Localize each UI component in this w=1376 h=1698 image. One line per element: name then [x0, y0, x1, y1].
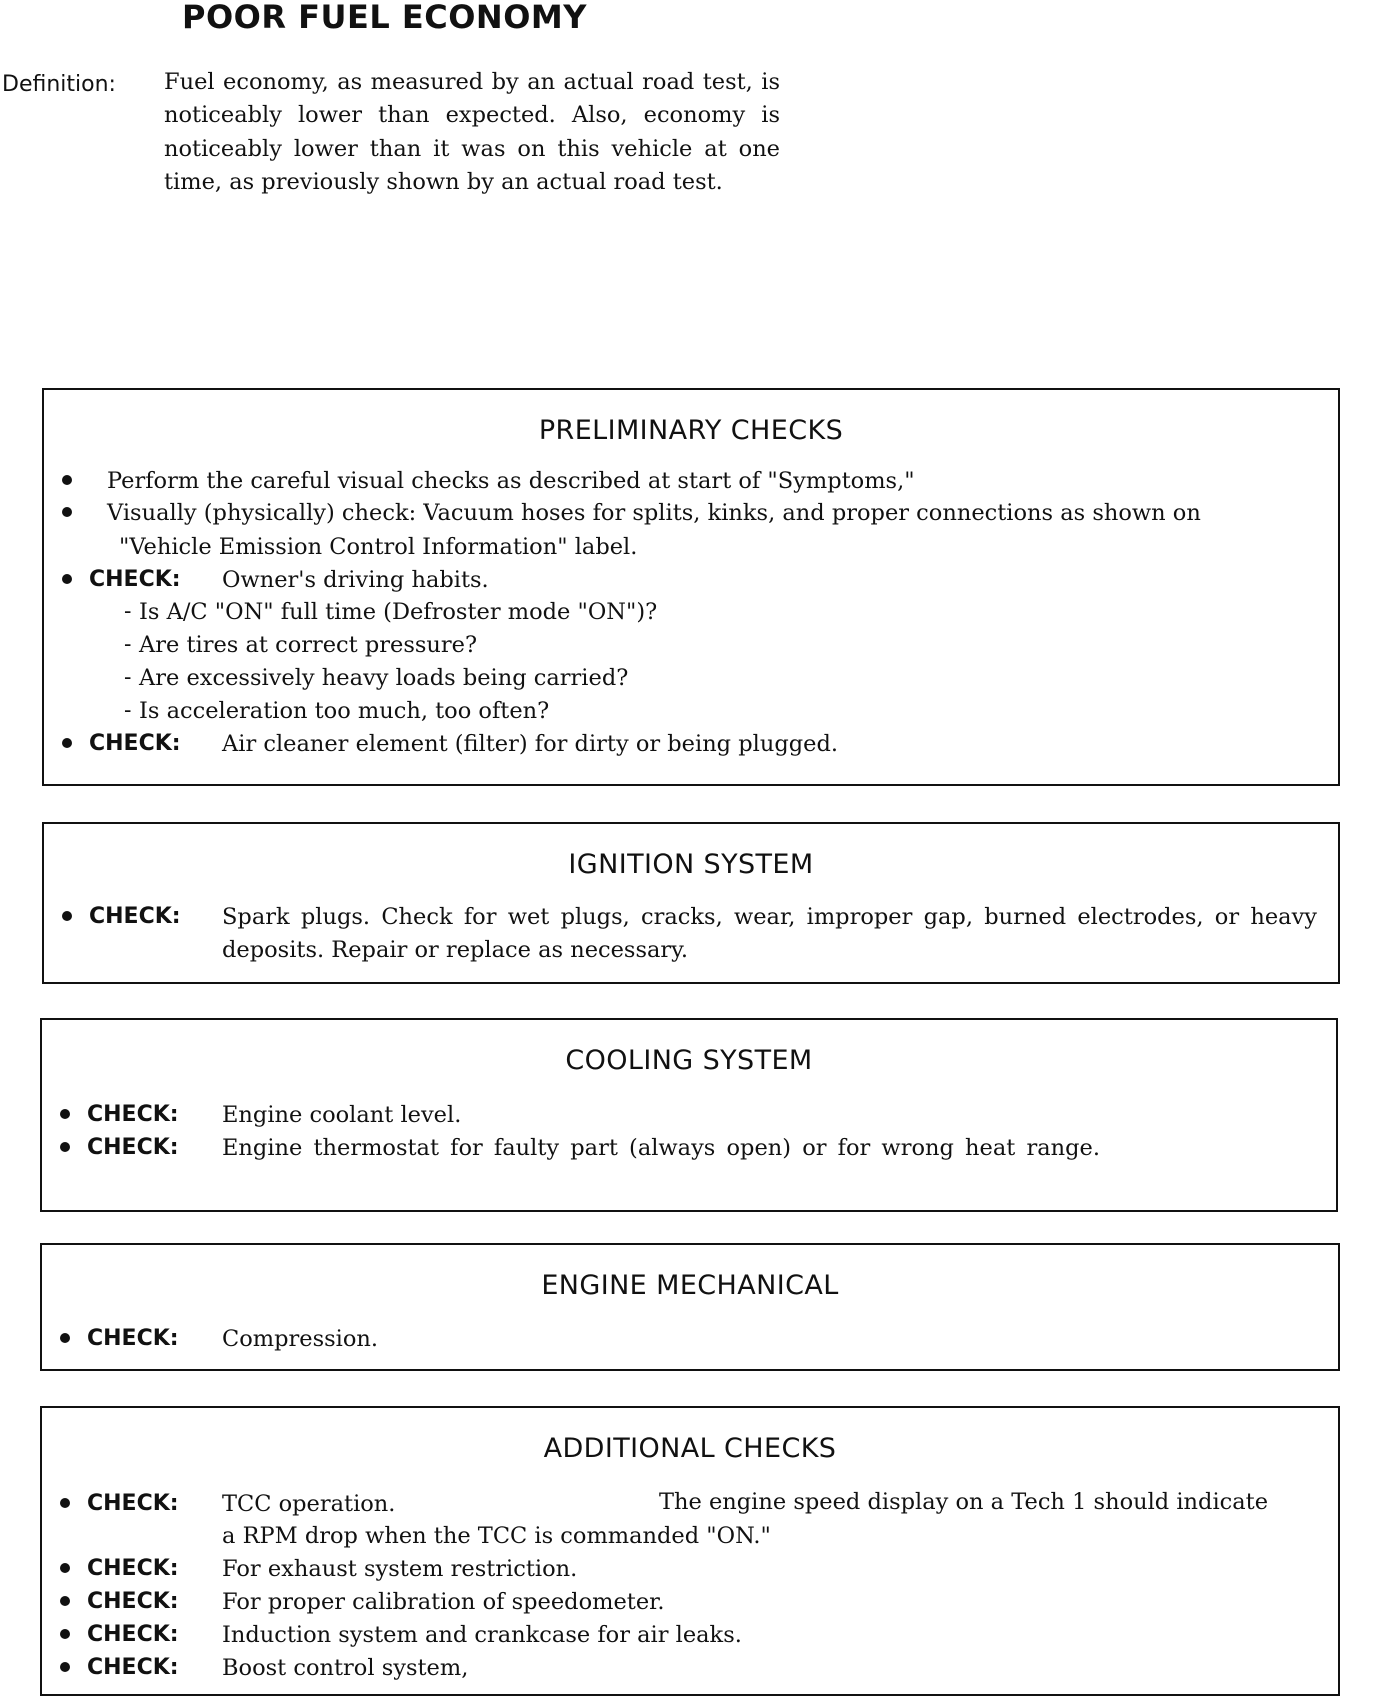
additional-checks-title: ADDITIONAL CHECKS	[543, 1433, 837, 1464]
cooling-system-box	[40, 1018, 1338, 1212]
preliminary-sub-loads: Are excessively heavy loads being carried?	[139, 665, 629, 691]
check-label: CHECK:	[89, 567, 181, 592]
check-label: CHECK:	[87, 1556, 179, 1581]
bullet-icon	[60, 1333, 70, 1343]
bullet-icon	[62, 574, 72, 584]
check-label: CHECK:	[89, 731, 181, 756]
check-label: CHECK:	[87, 1589, 179, 1614]
bullet-icon	[60, 1662, 70, 1672]
definition-text: Fuel economy, as measured by an actual road test, is noticeably lower than expected. Also, economy is noticeably lower than it was on this vehicle at one time, as previously shown by an actual road test.	[164, 69, 780, 196]
additional-item-tcc: TCC operation.	[222, 1491, 396, 1517]
additional-item-exhaust: For exhaust system restriction.	[222, 1556, 578, 1582]
check-label: CHECK:	[87, 1491, 179, 1516]
dash-marker: -	[124, 599, 132, 624]
bullet-icon	[62, 507, 72, 517]
dash-marker: -	[124, 665, 132, 690]
additional-item-induction: Induction system and crankcase for air leaks.	[222, 1622, 742, 1648]
engine-mechanical-box	[40, 1243, 1340, 1371]
preliminary-item-visual-checks: Perform the careful visual checks as described at start of "Symptoms,"	[107, 468, 915, 494]
bullet-icon	[62, 475, 72, 485]
bullet-icon	[60, 1563, 70, 1573]
additional-item-speedometer: For proper calibration of speedometer.	[222, 1589, 665, 1615]
definition-label: Definition:	[2, 72, 116, 97]
dash-marker: -	[124, 632, 132, 657]
preliminary-item-vacuum-hoses-cont: "Vehicle Emission Control Information" label.	[119, 534, 638, 560]
cooling-item-coolant: Engine coolant level.	[222, 1102, 462, 1128]
bullet-icon	[62, 738, 72, 748]
check-label: CHECK:	[87, 1655, 179, 1680]
preliminary-sub-ac: Is A/C "ON" full time (Defroster mode "ON")?	[139, 599, 658, 625]
check-label: CHECK:	[87, 1102, 179, 1127]
preliminary-item-air-cleaner: Air cleaner element (filter) for dirty or being plugged.	[222, 731, 839, 757]
page-title: POOR FUEL ECONOMY	[182, 0, 587, 36]
dash-marker: -	[124, 698, 132, 723]
check-label: CHECK:	[87, 1135, 179, 1160]
bullet-icon	[62, 911, 72, 921]
bullet-icon	[60, 1596, 70, 1606]
preliminary-checks-title: PRELIMINARY CHECKS	[538, 415, 844, 446]
bullet-icon	[60, 1629, 70, 1639]
bullet-icon	[60, 1498, 70, 1508]
ignition-system-title: IGNITION SYSTEM	[568, 849, 814, 880]
engine-item-compression: Compression.	[222, 1326, 379, 1352]
ignition-item-spark-plugs: Spark plugs. Check for wet plugs, cracks, wear, improper gap, burned electrodes, or heavy deposits. Repair or replace as necessary.	[222, 904, 1317, 963]
preliminary-item-vacuum-hoses: Visually (physically) check: Vacuum hoses for splits, kinks, and proper connections as shown on	[107, 500, 1201, 526]
preliminary-checks-box	[42, 388, 1340, 786]
bullet-icon	[60, 1109, 70, 1119]
check-label: CHECK:	[87, 1326, 179, 1351]
engine-mechanical-title: ENGINE MECHANICAL	[541, 1270, 839, 1301]
additional-checks-box	[40, 1406, 1340, 1696]
check-label: CHECK:	[89, 904, 181, 929]
additional-item-tcc-note: The engine speed display on a Tech 1 should indicate	[659, 1489, 1269, 1515]
check-label: CHECK:	[87, 1622, 179, 1647]
additional-item-boost: Boost control system,	[222, 1655, 469, 1681]
ignition-system-box	[42, 822, 1340, 984]
additional-item-tcc-note-cont: a RPM drop when the TCC is commanded "ON."	[222, 1523, 771, 1549]
preliminary-sub-acceleration: Is acceleration too much, too often?	[139, 698, 550, 724]
bullet-icon	[60, 1142, 70, 1152]
preliminary-sub-tires: Are tires at correct pressure?	[139, 632, 478, 658]
cooling-item-thermostat: Engine thermostat for faulty part (always open) or for wrong heat range.	[222, 1135, 1100, 1161]
preliminary-item-driving-habits: Owner's driving habits.	[222, 567, 489, 593]
cooling-system-title: COOLING SYSTEM	[565, 1045, 813, 1076]
